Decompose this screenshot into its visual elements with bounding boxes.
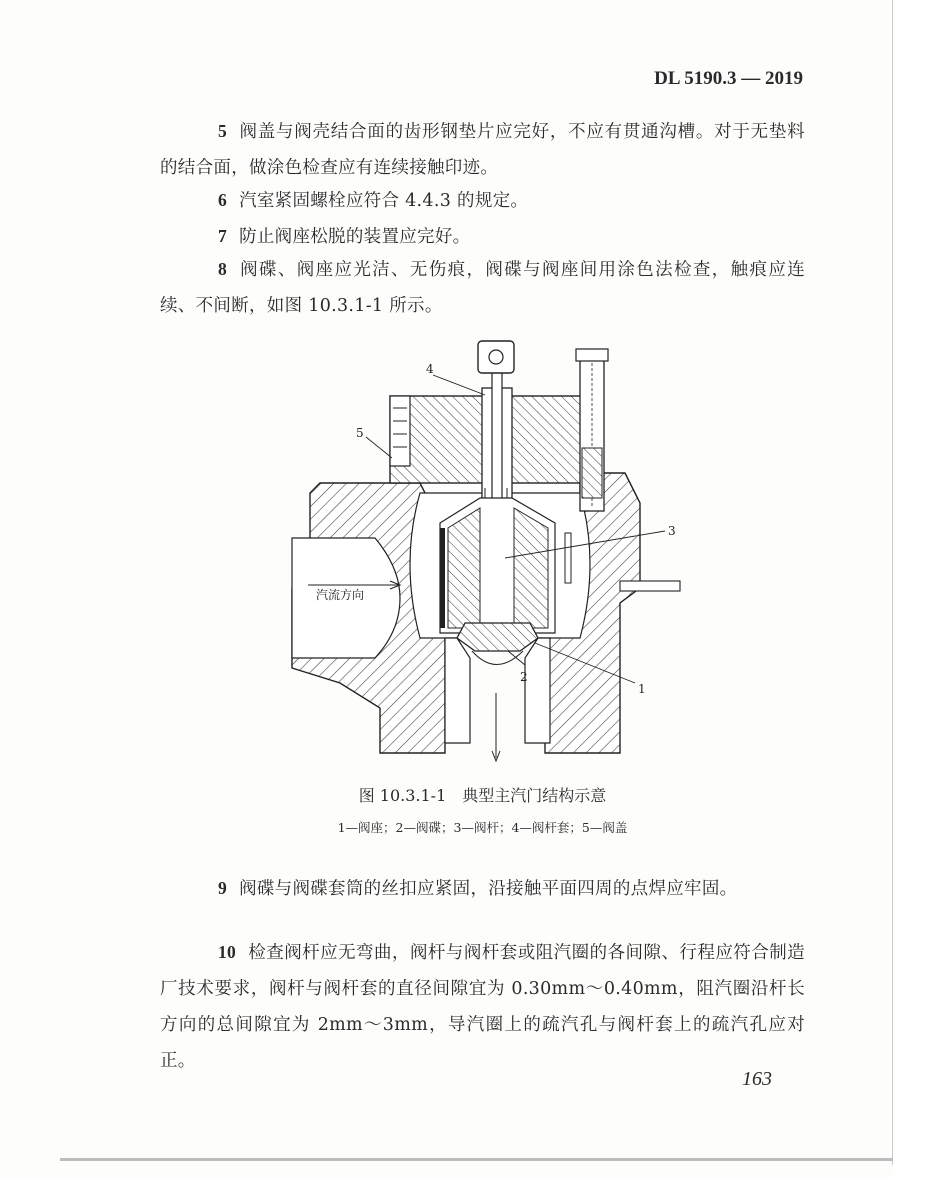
bonnet-flange-left <box>390 396 410 466</box>
figure-caption: 图 10.3.1-1 典型主汽门结构示意 <box>358 786 607 805</box>
callout-5: 5 <box>356 426 364 440</box>
callout-4: 4 <box>426 362 434 376</box>
paragraph-6 <box>160 182 805 219</box>
paragraph-7 <box>160 218 805 255</box>
paragraph-number: 7 <box>218 226 228 246</box>
paragraph-number: 8 <box>218 259 228 279</box>
page-margin <box>893 0 950 1178</box>
valve-seat <box>445 638 470 743</box>
paragraph-text: 阀盖与阀壳结合面的齿形钢垫片应完好，不应有贯通沟槽。对于无垫料的结合面，做涂色检查应有连续接触印迹。 <box>160 122 805 178</box>
paragraph-5 <box>160 113 805 186</box>
page-edge-line <box>892 0 893 1165</box>
page-bottom-line <box>60 1158 893 1161</box>
page-number: 163 <box>742 1068 772 1090</box>
side-pipe <box>620 581 680 591</box>
paragraph-number: 5 <box>218 121 228 141</box>
paragraph-text: 汽室紧固螺栓应符合 4.4.3 的规定。 <box>239 191 529 211</box>
valve-disc <box>457 623 538 651</box>
callout-2: 2 <box>520 670 528 684</box>
callout-1: 1 <box>638 682 646 696</box>
paragraph-text: 防止阀座松脱的装置应完好。 <box>239 227 471 247</box>
flow-direction-label: 汽流方向 <box>316 588 365 602</box>
paragraph-number: 6 <box>218 190 228 210</box>
valve-figure <box>280 333 700 773</box>
paragraph-8 <box>160 251 805 324</box>
main-steam-valve-drawing <box>280 333 700 773</box>
document-code: DL 5190.3 — 2019 <box>654 68 803 89</box>
paragraph-10 <box>160 934 805 1079</box>
paragraph-text: 检查阀杆应无弯曲，阀杆与阀杆套或阻汽圈的各间隙、行程应符合制造厂技术要求，阀杆与阀杆套的直径间隙宜为 0.30mm～0.40mm，阻汽圈沿杆长方向的总间隙宜为 2mm～3mm，导汽圈上的疏汽孔与阀杆套上的疏汽孔应对正。 <box>160 943 805 1071</box>
figure-legend: 1—阀座；2—阀碟；3—阀杆；4—阀杆套；5—阀盖 <box>337 820 628 835</box>
paragraph-number: 9 <box>218 878 228 898</box>
paragraph-text: 阀碟与阀碟套筒的丝扣应紧固，沿接触平面四周的点焊应牢固。 <box>239 879 738 899</box>
paragraph-number: 10 <box>218 942 237 962</box>
callout-3: 3 <box>668 524 676 538</box>
paragraph-text: 阀碟、阀座应光洁、无伤痕，阀碟与阀座间用涂色法检查，触痕应连续、不间断，如图 10.3.1-1 所示。 <box>160 260 805 316</box>
paragraph-9 <box>160 870 805 907</box>
